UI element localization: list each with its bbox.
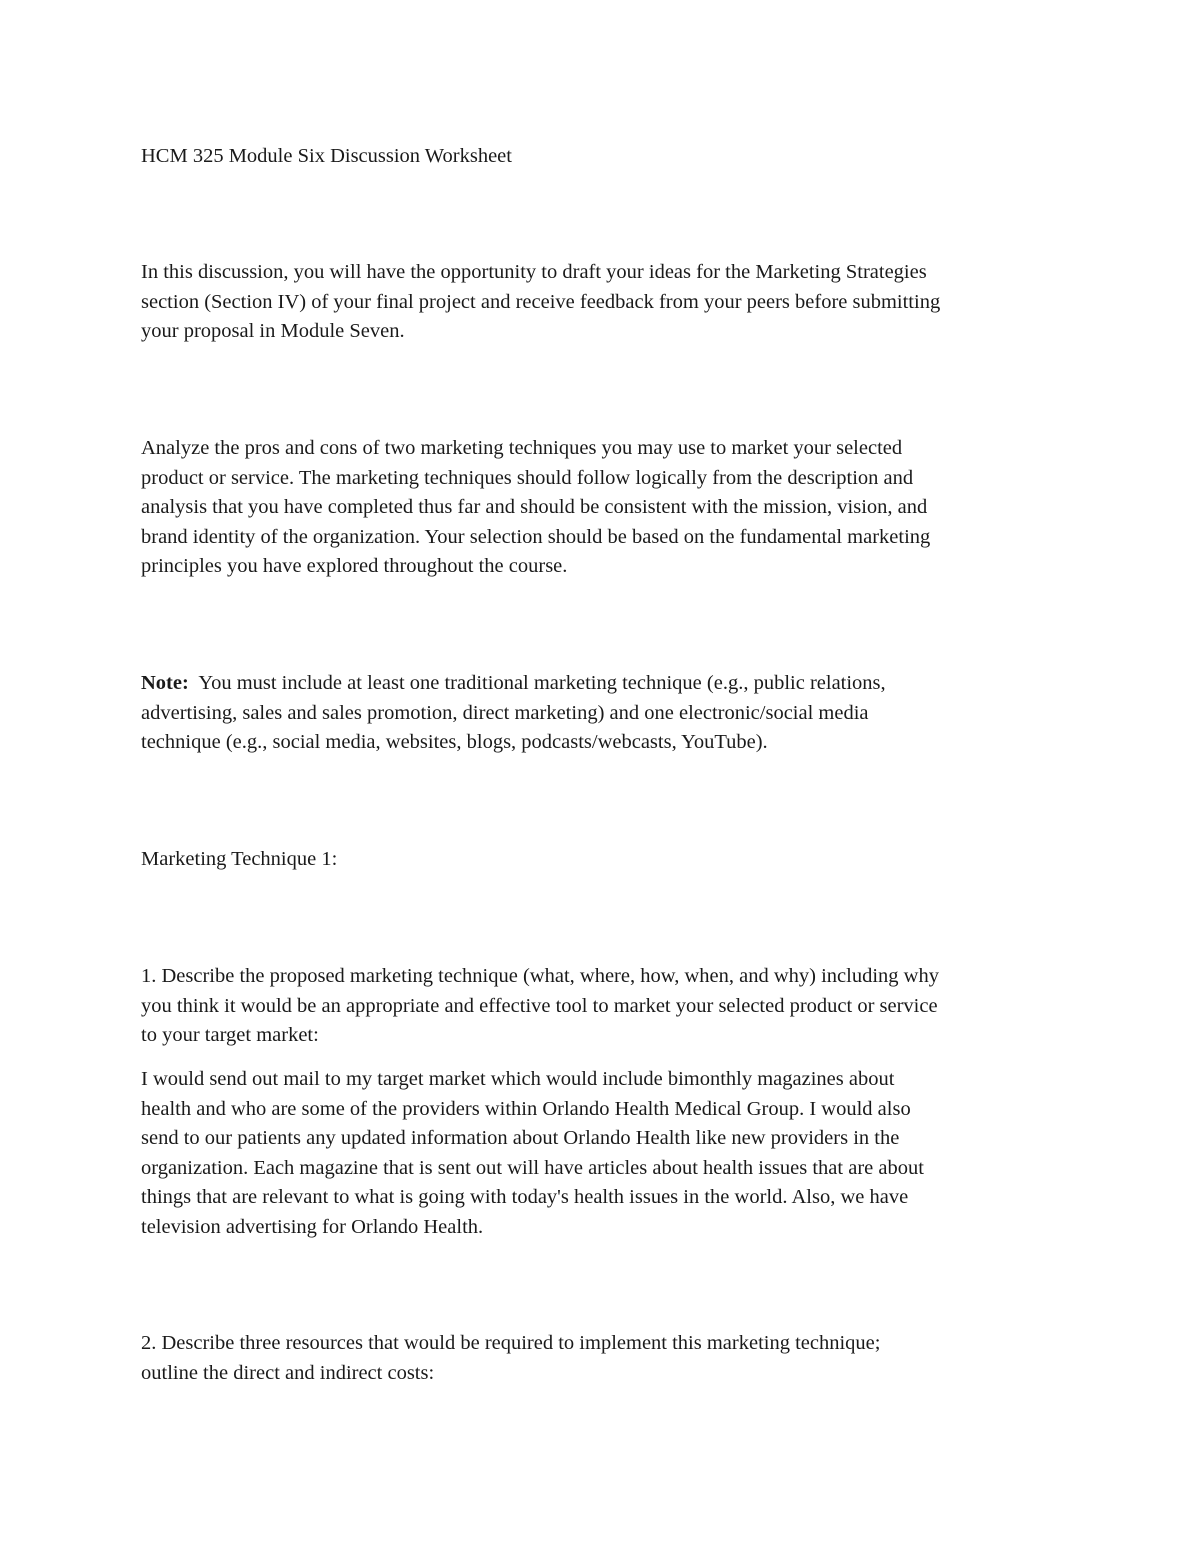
question-1 bbox=[141, 962, 1071, 1051]
heading-line: Marketing Technique 1: bbox=[141, 848, 338, 870]
text-line: Analyze the pros and cons of two marketing techniques you may use to market your selected bbox=[141, 437, 903, 459]
text-line: send to our patients any updated information about Orlando Health like new providers in the bbox=[141, 1127, 900, 1149]
text-line: to your target market: bbox=[141, 1024, 319, 1046]
text-line: organization. Each magazine that is sent out will have articles about health issues that are about bbox=[141, 1156, 924, 1179]
document-title bbox=[141, 142, 1071, 172]
text-line: you think it would be an appropriate and effective tool to market your selected product or service bbox=[141, 994, 938, 1017]
intro-paragraph bbox=[141, 258, 1071, 347]
text-line: section (Section IV) of your final project and receive feedback from your peers before submitting bbox=[141, 290, 941, 313]
technique-heading bbox=[141, 845, 1071, 875]
text-line: your proposal in Module Seven. bbox=[141, 320, 405, 342]
text-line: In this discussion, you will have the opportunity to draft your ideas for the Marketing Strategies bbox=[141, 261, 927, 283]
text-line: analysis that you have completed thus far and should be consistent with the mission, vision, and bbox=[141, 496, 928, 518]
note-text: You must include at least one traditional marketing technique (e.g., public relations, bbox=[198, 672, 886, 694]
text-line: brand identity of the organization. Your selection should be based on the fundamental marketing bbox=[141, 525, 931, 548]
analyze-paragraph bbox=[141, 434, 1071, 582]
answer-1 bbox=[141, 1065, 1071, 1242]
note-label: Note: bbox=[141, 672, 189, 694]
text-line: television advertising for Orlando Health. bbox=[141, 1215, 484, 1238]
text-line: 2. Describe three resources that would be required to implement this marketing technique; bbox=[141, 1332, 881, 1354]
question-2 bbox=[141, 1329, 1071, 1388]
text-line: outline the direct and indirect costs: bbox=[141, 1361, 435, 1384]
text-line: health and who are some of the providers within Orlando Health Medical Group. I would also bbox=[141, 1097, 911, 1120]
text-line: technique (e.g., social media, websites, blogs, podcasts/webcasts, YouTube). bbox=[141, 731, 768, 753]
text-line: things that are relevant to what is going with today's health issues in the world. Also, we have bbox=[141, 1186, 909, 1208]
note-paragraph bbox=[141, 669, 1071, 758]
text-line: product or service. The marketing techniques should follow logically from the description and bbox=[141, 466, 914, 489]
text-line bbox=[141, 669, 1071, 699]
text-line: principles you have explored throughout the course. bbox=[141, 555, 568, 577]
text-line: 1. Describe the proposed marketing technique (what, where, how, when, and why) including why bbox=[141, 965, 939, 987]
text-line: advertising, sales and sales promotion, direct marketing) and one electronic/social media bbox=[141, 701, 869, 724]
title-line: HCM 325 Module Six Discussion Worksheet bbox=[141, 145, 512, 167]
text-line: I would send out mail to my target market which would include bimonthly magazines about bbox=[141, 1068, 895, 1090]
